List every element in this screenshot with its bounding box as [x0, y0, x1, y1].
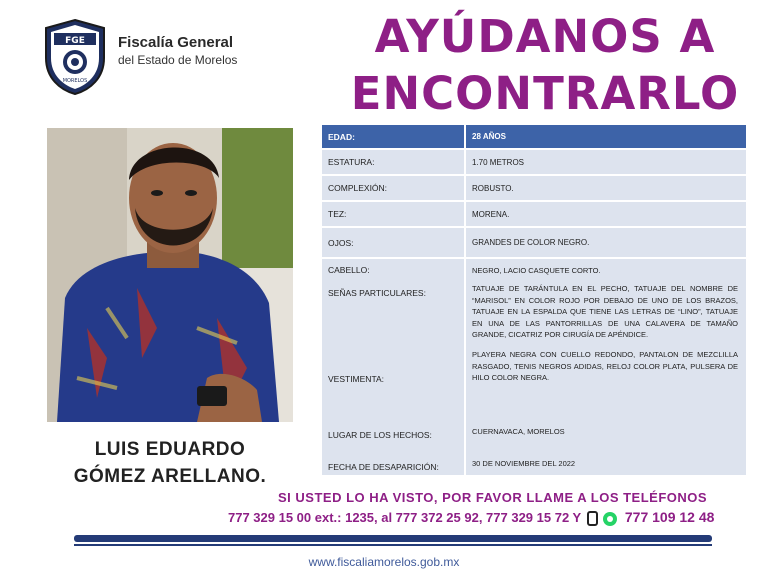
call-to-action: SI USTED LO HA VISTO, POR FAVOR LLAME A LOS TELÉFONOS — [278, 490, 708, 505]
fge-shield-logo — [42, 18, 108, 96]
whatsapp-icon — [603, 512, 617, 526]
whatsapp-phone-number[interactable]: 777 109 12 48 — [624, 509, 715, 525]
headline-line-2: ENCONTRARLO — [350, 67, 740, 120]
logo-text: FGE — [65, 36, 85, 46]
edad-value: 28 AÑOS — [466, 125, 746, 148]
missing-person-photo — [47, 128, 293, 422]
footer-divider-thick — [74, 535, 712, 542]
row-ojos — [322, 228, 746, 257]
org-subtitle: del Estado de Morelos — [118, 53, 238, 67]
cabello-value: NEGRO, LACIO CASQUETE CORTO. — [472, 266, 601, 275]
phone-numbers — [228, 509, 714, 526]
phone-list: 777 329 15 00 ext.: 1235, al 777 372 25 92, 777 329 15 72 Y — [228, 510, 581, 525]
person-details-table — [322, 125, 746, 475]
org-name: Fiscalía General — [118, 34, 234, 51]
row-estatura — [322, 150, 746, 174]
person-name-line-2: GÓMEZ ARELLANO. — [73, 466, 267, 487]
vestimenta-value: PLAYERA NEGRA CON CUELLO REDONDO, PANTALON DE MEZCLILLA RASGADO, TENIS NEGROS ADIDAS, RELOJ COLOR PLATA, PULSERA DE HILO COLOR NEGRA. — [472, 350, 738, 382]
edad-label: EDAD: — [322, 125, 464, 148]
complexion-label: COMPLEXIÓN: — [322, 176, 464, 200]
cabello-label: CABELLO: — [328, 265, 370, 275]
lugar-value: CUERNAVACA, MORELOS — [472, 427, 565, 436]
row-edad — [322, 125, 746, 148]
ojos-label: OJOS: — [322, 228, 464, 257]
senas-label: SEÑAS PARTICULARES: — [328, 288, 426, 298]
senas-value: TATUAJE DE TARÁNTULA EN EL PECHO, TATUAJE DEL NOMBRE DE “MARISOL” EN COLOR ROJO POR DEBAJO DE UNO DE LOS BRAZOS, TATUAJE EN LA ESPALDA QUE TIENE LAS LETRAS DE “LINO”, TATUAJE EN UNA DE LAS PANTORRILLAS DE UNA CALAVERA DE TAMAÑO GRANDE, CICATRIZ POR CIRUGÍA DE APÉNDICE. — [472, 284, 738, 339]
estatura-value: 1.70 METROS — [466, 150, 746, 174]
estatura-label: ESTATURA: — [322, 150, 464, 174]
mobile-phone-icon — [587, 511, 598, 526]
details-extended-block — [322, 259, 746, 475]
fecha-label: FECHA DE DESAPARICIÓN: — [328, 462, 439, 472]
vestimenta-label: VESTIMENTA: — [328, 374, 385, 384]
website-link[interactable]: www.fiscaliamorelos.gob.mx — [308, 555, 460, 569]
complexion-value: ROBUSTO. — [466, 176, 746, 200]
missing-person-name — [50, 436, 290, 490]
tez-label: TEZ: — [322, 202, 464, 226]
row-tez — [322, 202, 746, 226]
headline — [340, 8, 750, 122]
row-complexion — [322, 176, 746, 200]
lugar-label: LUGAR DE LOS HECHOS: — [328, 430, 432, 440]
person-name-line-1: LUIS EDUARDO — [94, 439, 246, 460]
ojos-value: GRANDES DE COLOR NEGRO. — [466, 228, 746, 257]
footer-divider-thin — [74, 544, 712, 546]
fecha-value: 30 DE NOVIEMBRE DEL 2022 — [472, 459, 576, 468]
headline-line-1: AYÚDANOS A — [374, 10, 716, 63]
logo-caption: MORELOS — [62, 78, 88, 84]
tez-value: MORENA. — [466, 202, 746, 226]
